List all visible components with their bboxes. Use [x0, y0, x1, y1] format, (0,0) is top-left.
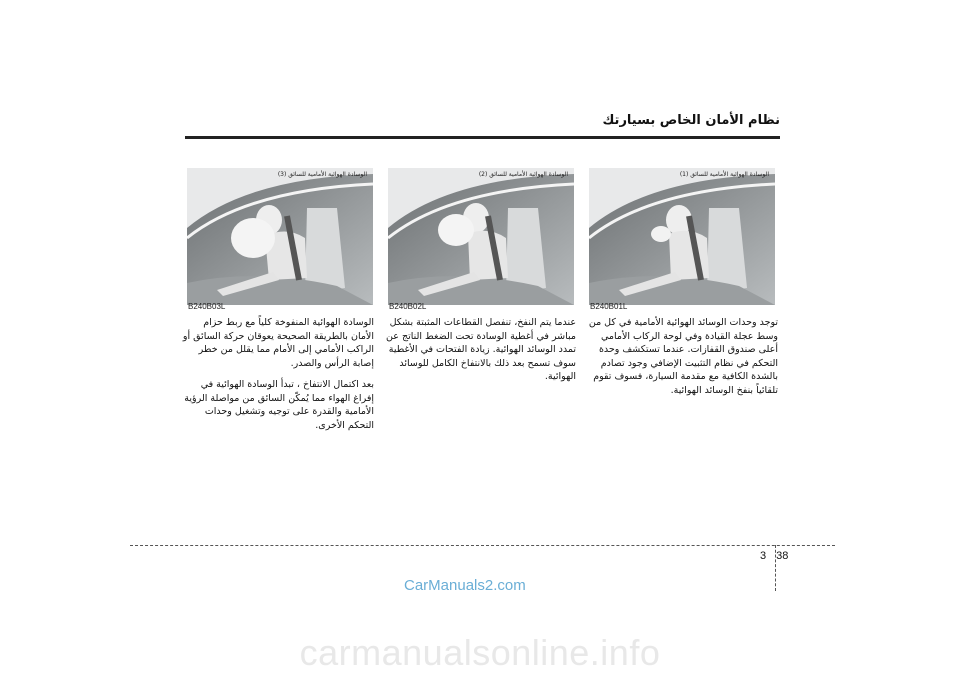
footer-site: carmanualsonline.info	[299, 632, 661, 673]
bottom-rule	[130, 545, 835, 546]
panel-caption: الوسادة الهوائية الأمامية للسائق (2)	[478, 171, 568, 178]
page-number-value: 38	[776, 550, 789, 562]
page-number	[760, 550, 788, 562]
airbag-illustration-1	[589, 168, 775, 305]
panel-caption: الوسادة الهوائية الأمامية للسائق (3)	[277, 171, 367, 178]
figure-code: B240B02L	[389, 302, 427, 311]
chapter-number: 3	[760, 550, 767, 562]
figure-code: B240B03L	[188, 302, 226, 311]
illustration-panel-2	[388, 168, 574, 305]
airbag-illustration-3	[187, 168, 373, 305]
text-column-3	[180, 316, 374, 440]
paragraph: بعد اكتمال الانتفاخ ، تبدأ الوسادة الهوائية في إفراغ الهواء مما يُمكّن السائق من مواصلة الرؤية الأمامية والقدرة على توجيه وتشغيل وحدات التحكم الأخرى.	[184, 379, 374, 431]
figure-code: B240B01L	[590, 302, 628, 311]
paragraph: عندما يتم النفخ، تنفصل القطاعات المثبتة بشكل مباشر في أغطية الوسادة تحت الضغط الناتج عن تمدد الوسائد الهوائية. زيادة الفتحات في الأغطية سوف تسمح بعد ذلك بالانتفاخ الكامل للوسائد الهوائية.	[386, 317, 576, 382]
panel-caption: الوسادة الهوائية الأمامية للسائق (1)	[679, 171, 769, 178]
text-column-1	[584, 316, 778, 405]
paragraph: توجد وحدات الوسائد الهوائية الأمامية في كل من وسط عجلة القيادة وفي لوحة الركاب الأمامي أعلى صندوق القفازات. عندما تستكشف وحدة التحكم في نظام التثبيت الإضافي وجود تصادم بالشدة الكافية مع مقدمة السيارة، فسوف تقوم تلقائياً بنفخ الوسائد الهوائية.	[588, 317, 778, 396]
paragraph: الوسادة الهوائية المنفوخة كلياً مع ربط حزام الأمان بالطريقة الصحيحة يعوقان حركة السائق أو الراكب الأمامي إلى الأمام مما يقلل من خطر إصابة الرأس والصدر.	[182, 317, 374, 369]
text-column-2	[382, 316, 576, 392]
watermark: CarManuals2.com	[404, 577, 526, 594]
page-title: نظام الأمان الخاص بسيارتك	[602, 113, 780, 128]
header-rule	[185, 136, 780, 139]
illustration-panel-1	[589, 168, 775, 305]
illustration-panel-3	[187, 168, 373, 305]
airbag-illustration-2	[388, 168, 574, 305]
